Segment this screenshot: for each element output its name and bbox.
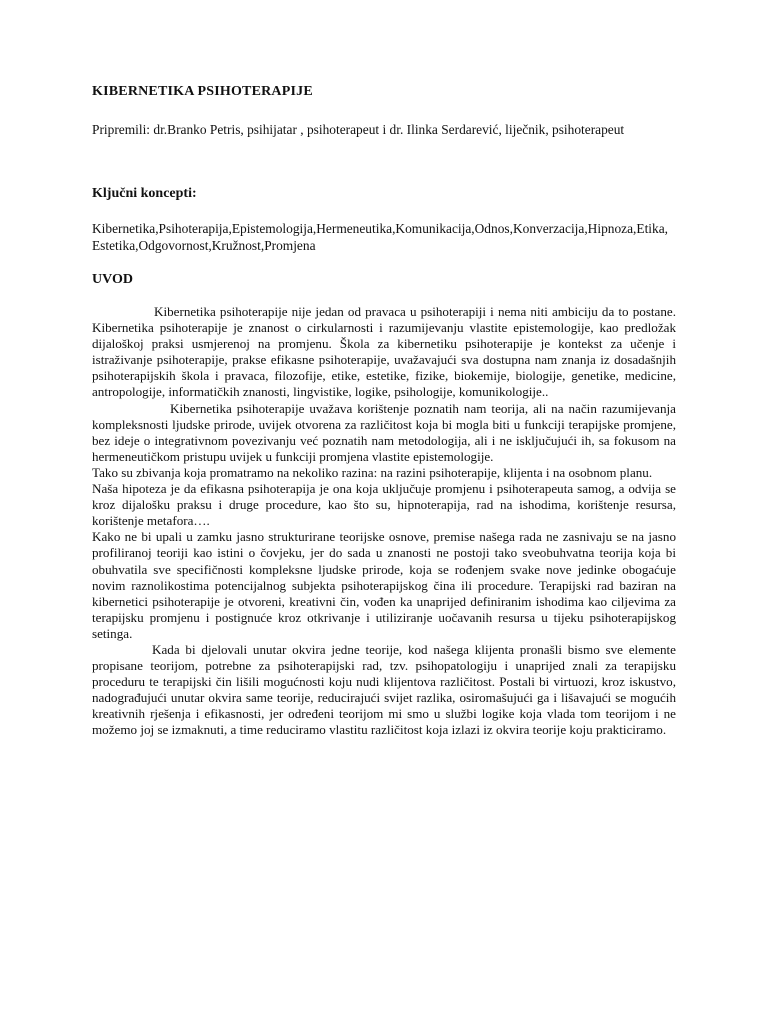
keywords-list: Kibernetika,Psihoterapija,Epistemologija,Hermeneutika,Komunikacija,Odnos,Konverzacija,Hipnoza,Etika,Estetika,Odgovornost,Kružnost,Promjena [92,221,668,253]
key-concepts-heading: Ključni koncepti: [92,186,197,201]
paragraph: Kibernetika psihoterapije uvažava korištenje poznatih nam teorija, ali na način razumijevanja kompleksnosti ljudske prirode, uvijek otvorena za različitost koja bi mogla biti u funkciji terapijske promjene, bez ideje o integrativnom povezivanju već poznatih nam metodologija, ali i ne isključujući ih, sa fokusom na hermeneutičkom pristupu uvijek u funkciji promjena vlastite epistemologije. [92,400,676,464]
paragraph: Kada bi djelovali unutar okvira jedne teorije, kod našega klijenta pronašli bismo sve elemente propisane teorijom, potrebne za psihoterapijski rad, tzv. psihopatologiju i unaprijed znali za terapijsku proceduru te terapijski čin lišili mogućnosti koju nudi klijentova različitost. Postali bi virtuozi, kroz iskustvo, nadograđujući unutar okvira same teorije, reducirajući svijet razlika, osiromašujući ga i lišavajući se mogućih kreativnih rješenja i efikasnosti, jer određeni teorijom mi smo u službi logike koja vlada tom teorijom i ne možemo joj se izmaknuti, a time reduciramo vlastitu različitost koja izlazi iz okvira teorije koju prakticiramo. [92,641,676,738]
document-title: KIBERNETIKA PSIHOTERAPIJE [92,84,313,99]
authors-line: Pripremili: dr.Branko Petris, psihijatar , psihoterapeut i dr. Ilinka Serdarević, liječnik, psihoterapeut [92,122,625,137]
section-heading-uvod: UVOD [92,272,133,287]
body-text [92,304,676,739]
paragraph: Tako su zbivanja koja promatramo na nekoliko razina: na razini psihoterapije, klijenta i na osobnom planu. [92,464,653,480]
paragraph: Kako ne bi upali u zamku jasno strukturirane teorijske osnove, premise našega rada ne zasnivaju se na jasno profiliranoj teoriji kao istini o čovjeku, jer do sada u znanosti ne postoji tako sveobuhvatna teorija koja bi obuhvatila sve specifičnosti kompleksne ljudske prirode, koja se rođenjem svake nove jedinke obogaćuje novim raznolikostima potencijalnog subjekta psihoterapijskog čina ili procedure. Terapijski rad baziran na kibernetici psihoterapije je otvoreni, kreativni čin, vođen ka unaprijed definiranim ishodima kao ciljevima za terapijsku promjenu i postignuće kroz otkrivanje i utiliziranje uočavanih resursa u tijeku psihoterapijskog setinga. [92,529,676,641]
paragraph: Kibernetika psihoterapije nije jedan od pravaca u psihoterapiji i nema niti ambiciju da to postane. Kibernetika psihoterapije je znanost o cirkularnosti i razumijevanju vlastite epistemologije, kao predložak dijaloškoj praksi usmjerenoj na promjenu. Škola za kibernetiku psihoterapije je kontekst za učenje i istraživanje psihoterapije, prakse efikasne psihoterapije, uvažavajući sva dostupna nam znanja iz dosadašnjih psihoterapijskih škola i pravaca, filozofije, etike, estetike, fizike, biokemije, biologije, genetike, medicine, antropologije, informatičkih znanosti, lingvistike, logike, psihologije, komunikologije.. [92,304,676,400]
paragraph: Naša hipoteza je da efikasna psihoterapija je ona koja uključuje promjenu i psihoterapeuta samog, a odvija se kroz dijalošku praksu i druge procedure, kao što su, hipnoterapija, rad na ishodima, korištenje resursa, korištenje metafora…. [92,481,676,529]
